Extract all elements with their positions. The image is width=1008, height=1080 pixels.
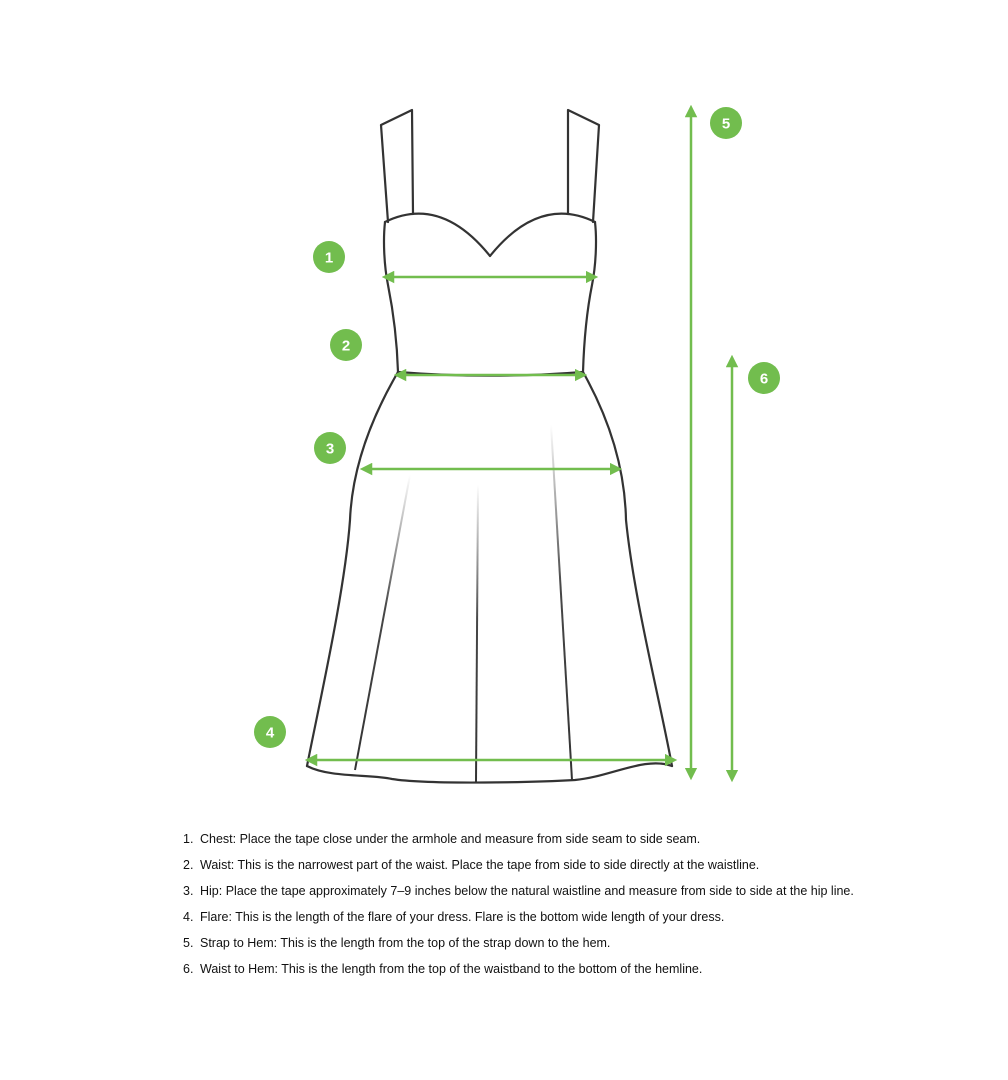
instruction-item [183,852,860,878]
instruction-number: 2. [183,858,194,872]
badge-2-label: 2 [341,337,351,355]
instruction-text: Hip: Place the tape approximately 7–9 inches below the natural waistline and measure from side to side at the hip line. [200,884,854,898]
badge-3-label: 3 [325,440,335,458]
fold-line-center [476,485,478,782]
instruction-item [183,930,860,956]
instruction-text: Flare: This is the length of the flare of your dress. Flare is the bottom wide length of your dress. [200,910,725,924]
instruction-number: 3. [183,884,194,898]
badge-5 [710,107,742,139]
bodice-right-side [583,222,596,372]
dress-outline [307,110,672,783]
instruction-number: 6. [183,962,194,976]
fold-line-left [355,475,410,770]
sweetheart-neckline [385,214,595,256]
left-strap [381,110,413,222]
hemline [307,763,672,782]
badge-3 [314,432,346,464]
badge-4 [254,716,286,748]
skirt-right-side [583,372,672,766]
instruction-item [183,956,860,982]
instruction-text: Waist to Hem: This is the length from the top of the waistband to the bottom of the hemline. [200,962,703,976]
badge-2 [330,329,362,361]
measurement-instructions [183,826,860,982]
badge-6-label: 6 [759,370,769,388]
bodice-left-side [384,222,398,372]
measure-badges [254,107,780,748]
instruction-text: Waist: This is the narrowest part of the waist. Place the tape from side to side directly at the waistline. [200,858,760,872]
badge-6 [748,362,780,394]
badge-5-label: 5 [721,115,731,133]
instruction-item [183,826,860,852]
instruction-number: 1. [183,832,194,846]
fold-line-right [551,425,572,780]
badge-4-label: 4 [265,724,275,742]
instruction-number: 5. [183,936,194,950]
skirt-left-side [307,372,398,766]
instruction-item [183,878,860,904]
skirt-folds [355,425,572,782]
right-strap [568,110,599,222]
instruction-text: Strap to Hem: This is the length from the top of the strap down to the hem. [200,936,611,950]
badge-1-label: 1 [324,249,334,267]
instruction-number: 4. [183,910,194,924]
measurement-lines [311,111,732,776]
instruction-text: Chest: Place the tape close under the armhole and measure from side seam to side seam. [200,832,701,846]
badge-1 [313,241,345,273]
instruction-item [183,904,860,930]
